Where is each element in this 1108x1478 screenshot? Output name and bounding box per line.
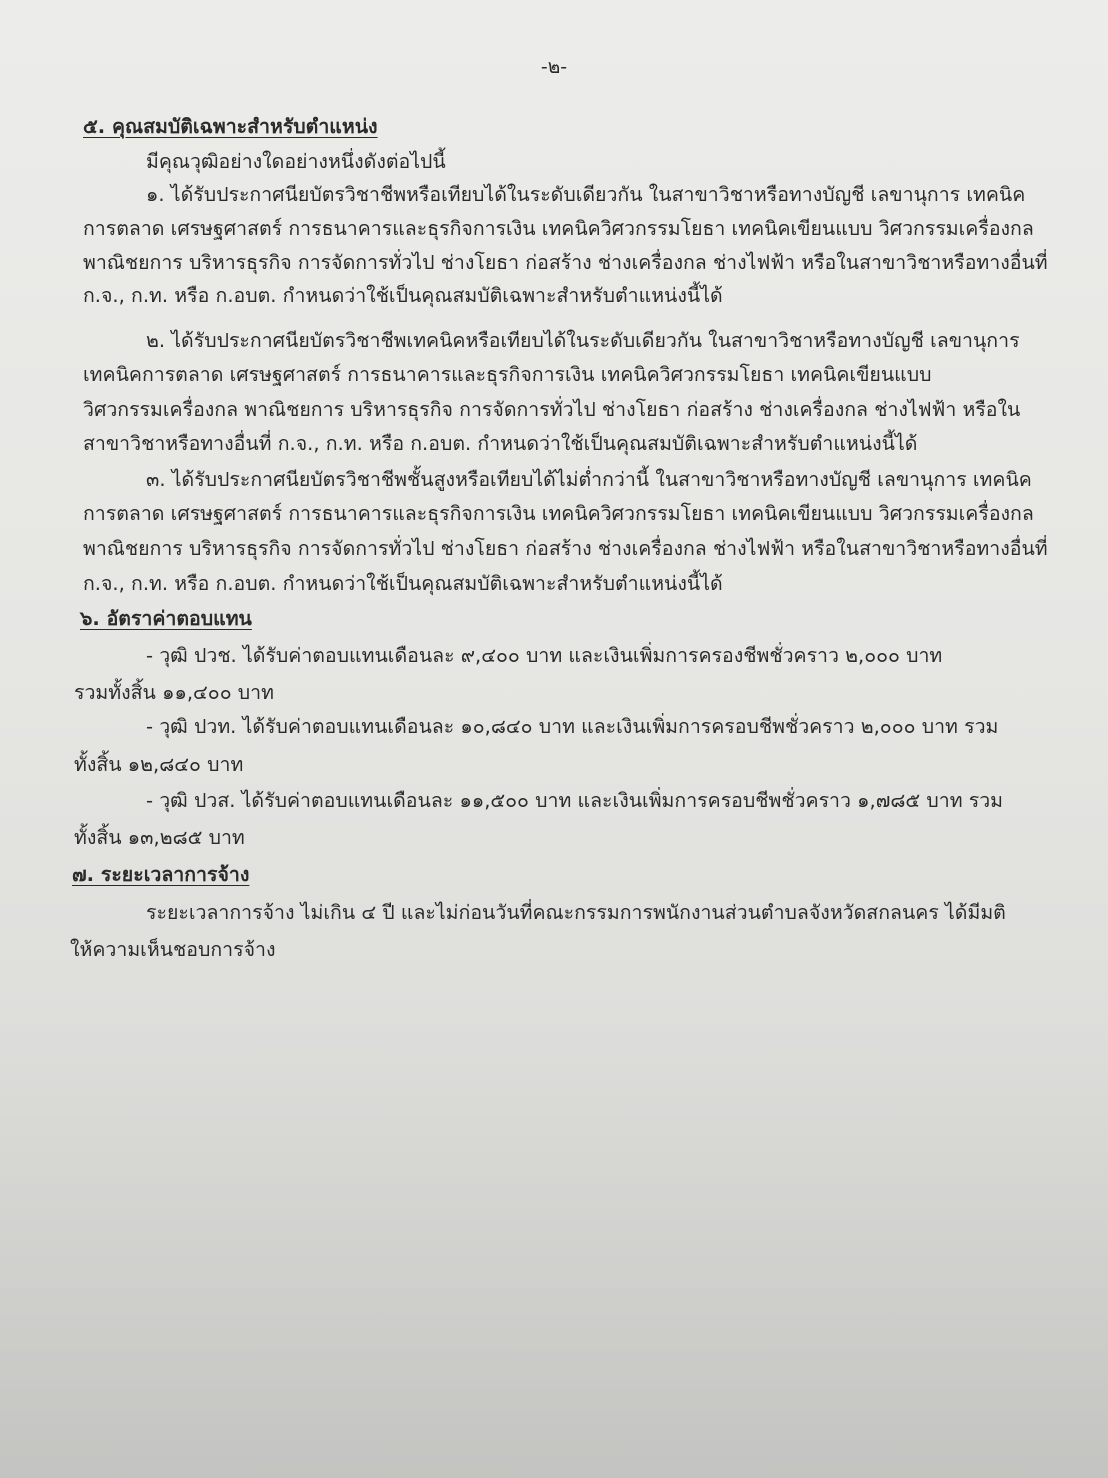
section5-item1-line3: พาณิชยการ บริหารธุรกิจ การจัดการทั่วไป ช่างโยธา ก่อสร้าง ช่างเครื่องกล ช่างไฟฟ้า หรือในสาขาวิชาหรือทางอื่นที่ [83, 251, 1048, 274]
section5-item3-line4: ก.จ., ก.ท. หรือ ก.อบต. กำหนดว่าใช้เป็นคุณสมบัติเฉพาะสำหรับตำแหน่งนี้ได้ [83, 572, 723, 595]
section5-item2-line3: วิศวกรรมเครื่องกล พาณิชยการ บริหารธุรกิจ การจัดการทั่วไป ช่างโยธา ก่อสร้าง ช่างเครื่องกล ช่างไฟฟ้า หรือใน [83, 398, 1021, 421]
section6-line1: - วุฒิ ปวช. ได้รับค่าตอบแทนเดือนละ ๙,๔๐๐ บาท และเงินเพิ่มการครองชีพชั่วคราว ๒,๐๐๐ บาท [146, 644, 943, 667]
section7-heading: ๗. ระยะเวลาการจ้าง [72, 863, 250, 886]
section5-item3-line2: การตลาด เศรษฐศาสตร์ การธนาคารและธุรกิจการเงิน เทคนิควิศวกรรมโยธา เทคนิคเขียนแบบ วิศวกรรมเครื่องกล [83, 502, 1034, 525]
section5-item2-line1: ๒. ได้รับประกาศนียบัตรวิชาชีพเทคนิคหรือเทียบได้ในระดับเดียวกัน ในสาขาวิชาหรือทางบัญชี เลขานุการ [146, 329, 1020, 352]
section5-heading: ๕. คุณสมบัติเฉพาะสำหรับตำแหน่ง [83, 115, 378, 138]
section7-line2: ให้ความเห็นชอบการจ้าง [70, 938, 276, 961]
section5-item1-text: ๑. ได้รับประกาศนียบัตรวิชาชีพหรือเทียบได้ในระดับเดียวกัน ในสาขาวิชาหรือทางบัญชี เลขานุการ เทคนิค [146, 183, 1026, 206]
section5-item2-line4: สาขาวิชาหรือทางอื่นที่ ก.จ., ก.ท. หรือ ก.อบต. กำหนดว่าใช้เป็นคุณสมบัติเฉพาะสำหรับตำแหน่งนี้ได้ [83, 432, 918, 455]
section6-line4: ทั้งสิ้น ๑๒,๘๔๐ บาท [74, 753, 244, 776]
paper-shading [0, 1000, 1108, 1478]
section5-item3-line3: พาณิชยการ บริหารธุรกิจ การจัดการทั่วไป ช่างโยธา ก่อสร้าง ช่างเครื่องกล ช่างไฟฟ้า หรือในสาขาวิชาหรือทางอื่นที่ [83, 537, 1048, 560]
page-number: -๒- [540, 56, 568, 78]
section5-item2-line2: เทคนิคการตลาด เศรษฐศาสตร์ การธนาคารและธุรกิจการเงิน เทคนิควิศวกรรมโยธา เทคนิคเขียนแบบ [83, 363, 932, 386]
section5-intro: มีคุณวุฒิอย่างใดอย่างหนึ่งดังต่อไปนี้ [146, 150, 446, 173]
section7-line1: ระยะเวลาการจ้าง ไม่เกิน ๔ ปี และไม่ก่อนวันที่คณะกรรมการพนักงานส่วนตำบลจังหวัดสกลนคร ได้มีมติ [146, 901, 1006, 924]
section6-line3: - วุฒิ ปวท. ได้รับค่าตอบแทนเดือนละ ๑๐,๘๔๐ บาท และเงินเพิ่มการครอบชีพชั่วคราว ๒,๐๐๐ บาท รวม [146, 715, 999, 738]
section5-item1-line1 [146, 182, 1026, 208]
section5-item1-line4: ก.จ., ก.ท. หรือ ก.อบต. กำหนดว่าใช้เป็นคุณสมบัติเฉพาะสำหรับตำแหน่งนี้ได้ [83, 284, 723, 307]
section6-line5: - วุฒิ ปวส. ได้รับค่าตอบแทนเดือนละ ๑๑,๕๐๐ บาท และเงินเพิ่มการครอบชีพชั่วคราว ๑,๗๘๕ บาท รวม [146, 789, 1004, 812]
section6-line2: รวมทั้งสิ้น ๑๑,๔๐๐ บาท [74, 681, 274, 704]
section5-item3-line1: ๓. ได้รับประกาศนียบัตรวิชาชีพชั้นสูงหรือเทียบได้ไม่ต่ำกว่านี้ ในสาขาวิชาหรือทางบัญชี เลขานุการ เทคนิค [146, 468, 1032, 491]
section6-line6: ทั้งสิ้น ๑๓,๒๘๕ บาท [74, 826, 245, 849]
section6-heading: ๖. อัตราค่าตอบแทน [80, 607, 252, 630]
section5-item1-line2: การตลาด เศรษฐศาสตร์ การธนาคารและธุรกิจการเงิน เทคนิควิศวกรรมโยธา เทคนิคเขียนแบบ วิศวกรรมเครื่องกล [83, 217, 1034, 240]
